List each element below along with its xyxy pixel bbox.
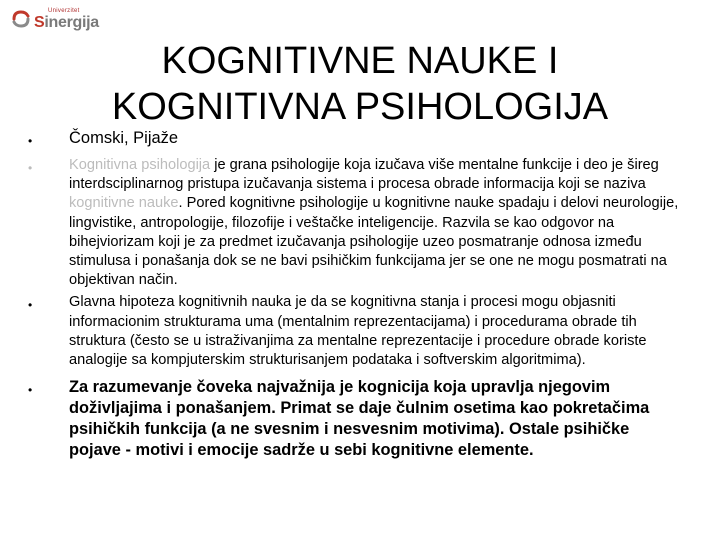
bullet-item bbox=[28, 293, 684, 370]
bullet-marker: • bbox=[28, 383, 33, 398]
logo-text bbox=[34, 8, 99, 31]
bullet-item bbox=[28, 377, 684, 461]
highlight-term: kognitivne nauke bbox=[69, 195, 179, 212]
bullet-item bbox=[28, 128, 684, 148]
bullet-text: Glavna hipoteza kognitivnih nauka je da se kognitivna stanja i procesi mogu objasniti informacionim strukturama uma (mentalnim reprezentacijama) i procedurama obrade tih struktura (često se u istraživanjima za mentalne reprezentacije i procedure obrade koriste analogije sa kompjuterskim strukturisanjem podataka i softverskim algoritmima). bbox=[69, 294, 647, 369]
logo-name: Sinergija bbox=[34, 13, 99, 31]
sinergija-logo-icon bbox=[10, 8, 32, 30]
bullet-marker: • bbox=[28, 161, 33, 175]
bullet-list bbox=[28, 128, 684, 461]
highlight-term: Kognitivna psihologija bbox=[69, 157, 211, 173]
logo-small-text: Univerzitet bbox=[48, 7, 80, 14]
slide-title: KOGNITIVNE NAUKE I KOGNITIVNA PSIHOLOGIJA bbox=[111, 40, 609, 128]
bullet-item bbox=[28, 156, 684, 290]
bullet-text: Za razumevanje čoveka najvažnija je kognicija koja upravlja njegovim doživljajima i ponašanjem. Primat se daje čulnim osetima kao pokretačima psihičkih funkcija (a ne svesnim i nesvesnim motivima). Ostale psihičke pojave - motivi i emocije sadrže u sebi kognitivne elemente. bbox=[69, 378, 650, 460]
bullet-text: Čomski, Pijaže bbox=[69, 129, 179, 147]
university-logo bbox=[10, 6, 99, 32]
bullet-marker: • bbox=[28, 298, 33, 313]
bullet-marker: • bbox=[28, 134, 33, 148]
bullet-text: . Pored kognitivne psihologije u kognitivne nauke spadaju i delovi neurologije, lingvistike, antropologije, filozofije i veštačke inteligencije. Razvila se kao odgovor na bihejviorizam koji je za predmet izučavanja psihologije uzeo posmatranje odnosa između stimulusa i ponašanja dok se ne bavi psihičkim funkcijama jer se one ne mogu posmatrati na objektivan način. bbox=[69, 195, 679, 289]
bullet-text: je grana psihologije koja izučava više mentalne funkcije i deo je šireg interdsciplinarnog pristupa izučavanja sistema i procesa obrade informacija koji se naziva bbox=[69, 157, 659, 193]
